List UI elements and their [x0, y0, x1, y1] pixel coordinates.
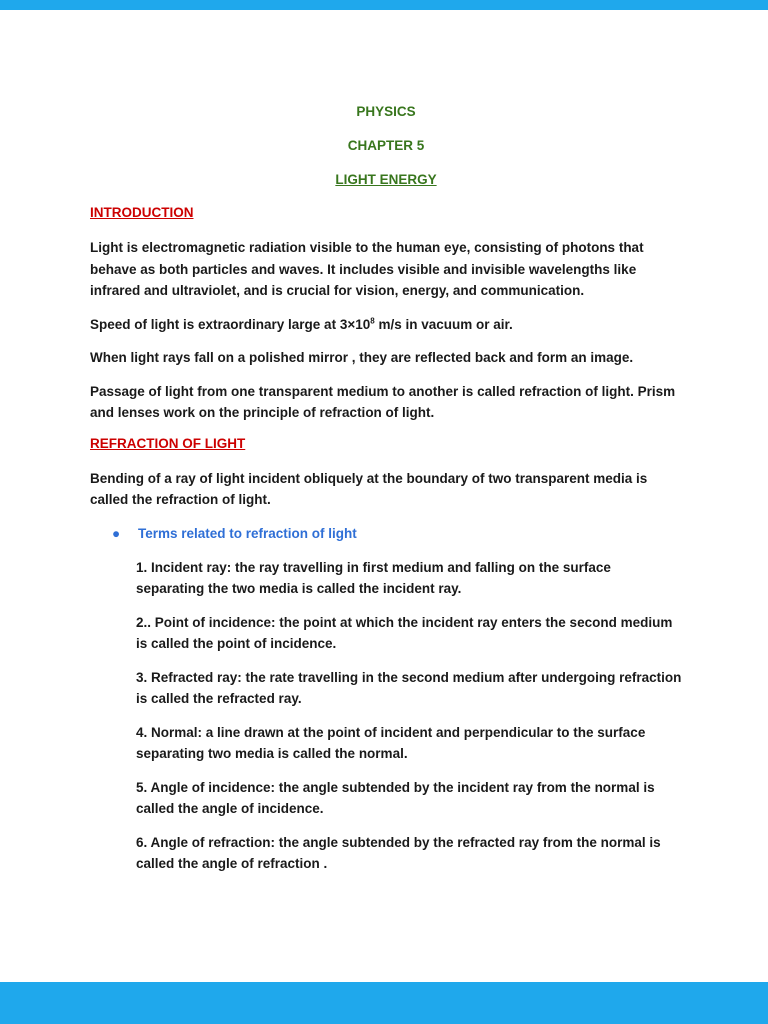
term-angle-of-incidence: 5. Angle of incidence: the angle subtended by the incident ray from the normal is called the angle of incidence. — [136, 779, 655, 816]
refraction-paragraph: Bending of a ray of light incident obliquely at the boundary of two transparent media is called the refraction of light. — [90, 470, 648, 507]
speed-of-light-paragraph — [90, 314, 682, 336]
introduction-heading: INTRODUCTION — [90, 205, 194, 220]
refraction-heading: REFRACTION OF LIGHT — [90, 435, 246, 451]
term-refracted-ray: 3. Refracted ray: the rate travelling in the second medium after undergoing refraction is called the refracted ray. — [136, 669, 682, 706]
topic-title: LIGHT ENERGY — [335, 172, 437, 187]
speed-text-end: m/s in vacuum or air. — [374, 316, 513, 332]
terms-bullet — [90, 523, 682, 544]
top-bar — [0, 0, 768, 10]
bottom-bar — [0, 982, 768, 1024]
document-page — [90, 104, 682, 887]
term-point-of-incidence: 2.. Point of incidence: the point at which the incident ray enters the second medium is called the point of incidence. — [136, 614, 673, 651]
introduction-paragraph-3: When light rays fall on a polished mirror , they are reflected back and form an image. — [90, 350, 634, 365]
subject-title: PHYSICS — [356, 104, 416, 119]
speed-text-start: Speed of light is extraordinary large at 3×10 — [90, 316, 371, 332]
chapter-title: CHAPTER 5 — [347, 138, 425, 153]
speed-exponent: 8 — [370, 316, 375, 325]
term-normal: 4. Normal: a line drawn at the point of incident and perpendicular to the surface separating two media is called the normal. — [136, 724, 646, 761]
introduction-paragraph-1: Light is electromagnetic radiation visible to the human eye, consisting of photons that behave as both particles and waves. It includes visible and invisible wavelengths like infrared and ultraviolet, and is crucial for vision, energy, and communication. — [90, 240, 644, 298]
terms-bullet-label: Terms related to refraction of light — [138, 525, 357, 541]
term-incident-ray: 1. Incident ray: the ray travelling in first medium and falling on the surface separating the two media is called the incident ray. — [136, 559, 611, 596]
term-angle-of-refraction: 6. Angle of refraction: the angle subtended by the refracted ray from the normal is called the angle of refraction . — [136, 834, 661, 871]
bullet-dot-icon: ● — [112, 525, 121, 541]
introduction-paragraph-4: Passage of light from one transparent medium to another is called refraction of light. Prism and lenses work on the principle of refraction of light. — [90, 383, 676, 420]
